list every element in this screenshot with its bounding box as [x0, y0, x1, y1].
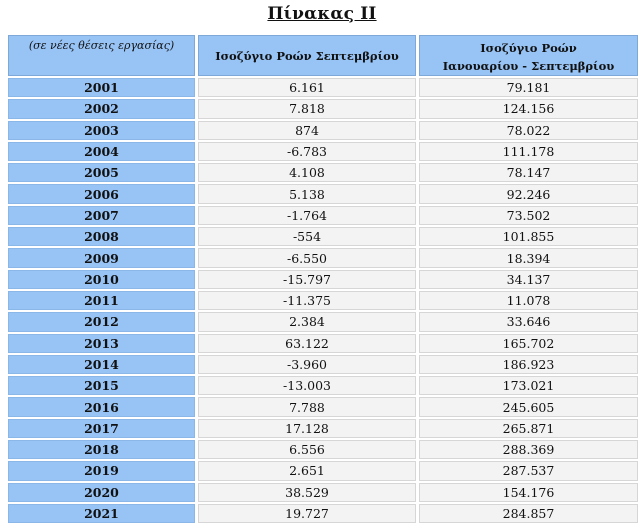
jan-sept-balance-cell: 78.022 [419, 121, 638, 140]
year-cell: 2015 [8, 376, 195, 395]
jan-sept-balance-cell: 154.176 [419, 483, 638, 502]
september-balance-cell: 6.556 [198, 440, 416, 459]
jan-sept-balance-cell: 92.246 [419, 184, 638, 203]
table-row [8, 184, 638, 203]
jan-sept-balance-cell: 101.855 [419, 227, 638, 246]
jan-sept-balance-cell: 33.646 [419, 312, 638, 331]
table-row [8, 291, 638, 310]
september-balance-cell: 874 [198, 121, 416, 140]
year-cell: 2008 [8, 227, 195, 246]
jan-sept-balance-cell: 173.021 [419, 376, 638, 395]
year-cell: 2010 [8, 270, 195, 289]
september-balance-cell: 4.108 [198, 163, 416, 182]
year-cell: 2006 [8, 184, 195, 203]
year-cell: 2001 [8, 78, 195, 97]
september-balance-cell: 38.529 [198, 483, 416, 502]
jan-sept-balance-cell: 165.702 [419, 334, 638, 353]
header-jan-sept-line2: Ιανουαρίου - Σεπτεμβρίου [442, 59, 615, 73]
year-cell: 2017 [8, 419, 195, 438]
jan-sept-balance-cell: 245.605 [419, 397, 638, 416]
september-balance-cell: 17.128 [198, 419, 416, 438]
jan-sept-balance-cell: 18.394 [419, 248, 638, 267]
september-balance-cell: -554 [198, 227, 416, 246]
year-cell: 2012 [8, 312, 195, 331]
jan-sept-balance-cell: 111.178 [419, 142, 638, 161]
year-cell: 2013 [8, 334, 195, 353]
table-row [8, 227, 638, 246]
jan-sept-balance-cell: 11.078 [419, 291, 638, 310]
table-row [8, 206, 638, 225]
table-row [8, 504, 638, 523]
header-september-balance: Ισοζύγιο Ροών Σεπτεμβρίου [198, 35, 416, 76]
year-cell: 2014 [8, 355, 195, 374]
september-balance-cell: -1.764 [198, 206, 416, 225]
table-row [8, 312, 638, 331]
table-title: Πίνακας ΙΙ [267, 4, 377, 24]
table-row [8, 248, 638, 267]
year-cell: 2002 [8, 99, 195, 118]
year-cell: 2011 [8, 291, 195, 310]
table-row [8, 376, 638, 395]
september-balance-cell: 6.161 [198, 78, 416, 97]
table-row [8, 121, 638, 140]
jan-sept-balance-cell: 124.156 [419, 99, 638, 118]
september-balance-cell: -15.797 [198, 270, 416, 289]
year-cell: 2016 [8, 397, 195, 416]
september-balance-cell: 2.384 [198, 312, 416, 331]
september-balance-cell: 7.788 [198, 397, 416, 416]
september-balance-cell: 5.138 [198, 184, 416, 203]
jan-sept-balance-cell: 284.857 [419, 504, 638, 523]
september-balance-cell: -6.550 [198, 248, 416, 267]
september-balance-cell: -11.375 [198, 291, 416, 310]
header-row [8, 35, 638, 76]
table-row [8, 142, 638, 161]
year-cell: 2018 [8, 440, 195, 459]
year-cell: 2020 [8, 483, 195, 502]
header-jan-sept-balance [419, 35, 638, 76]
september-balance-cell: 7.818 [198, 99, 416, 118]
year-cell: 2019 [8, 461, 195, 480]
year-cell: 2007 [8, 206, 195, 225]
year-cell: 2003 [8, 121, 195, 140]
table-body [8, 78, 638, 523]
table-row [8, 99, 638, 118]
year-cell: 2021 [8, 504, 195, 523]
september-balance-cell: -3.960 [198, 355, 416, 374]
year-cell: 2009 [8, 248, 195, 267]
table-row [8, 397, 638, 416]
september-balance-cell: -13.003 [198, 376, 416, 395]
september-balance-cell: -6.783 [198, 142, 416, 161]
jan-sept-balance-cell: 34.137 [419, 270, 638, 289]
september-balance-cell: 2.651 [198, 461, 416, 480]
jan-sept-balance-cell: 265.871 [419, 419, 638, 438]
september-balance-cell: 19.727 [198, 504, 416, 523]
table-row [8, 78, 638, 97]
september-balance-cell: 63.122 [198, 334, 416, 353]
jan-sept-balance-cell: 79.181 [419, 78, 638, 97]
jan-sept-balance-cell: 186.923 [419, 355, 638, 374]
jan-sept-balance-cell: 78.147 [419, 163, 638, 182]
table-row [8, 355, 638, 374]
jan-sept-balance-cell: 287.537 [419, 461, 638, 480]
year-cell: 2004 [8, 142, 195, 161]
table-row [8, 163, 638, 182]
data-table [5, 33, 641, 525]
table-row [8, 419, 638, 438]
year-cell: 2005 [8, 163, 195, 182]
table-row [8, 270, 638, 289]
table-row [8, 483, 638, 502]
jan-sept-balance-cell: 73.502 [419, 206, 638, 225]
jan-sept-balance-cell: 288.369 [419, 440, 638, 459]
table-row [8, 440, 638, 459]
table-row [8, 334, 638, 353]
header-jan-sept-line1: Ισοζύγιο Ροών [480, 41, 577, 55]
header-units: (σε νέες θέσεις εργασίας) [8, 35, 195, 76]
table-row [8, 461, 638, 480]
